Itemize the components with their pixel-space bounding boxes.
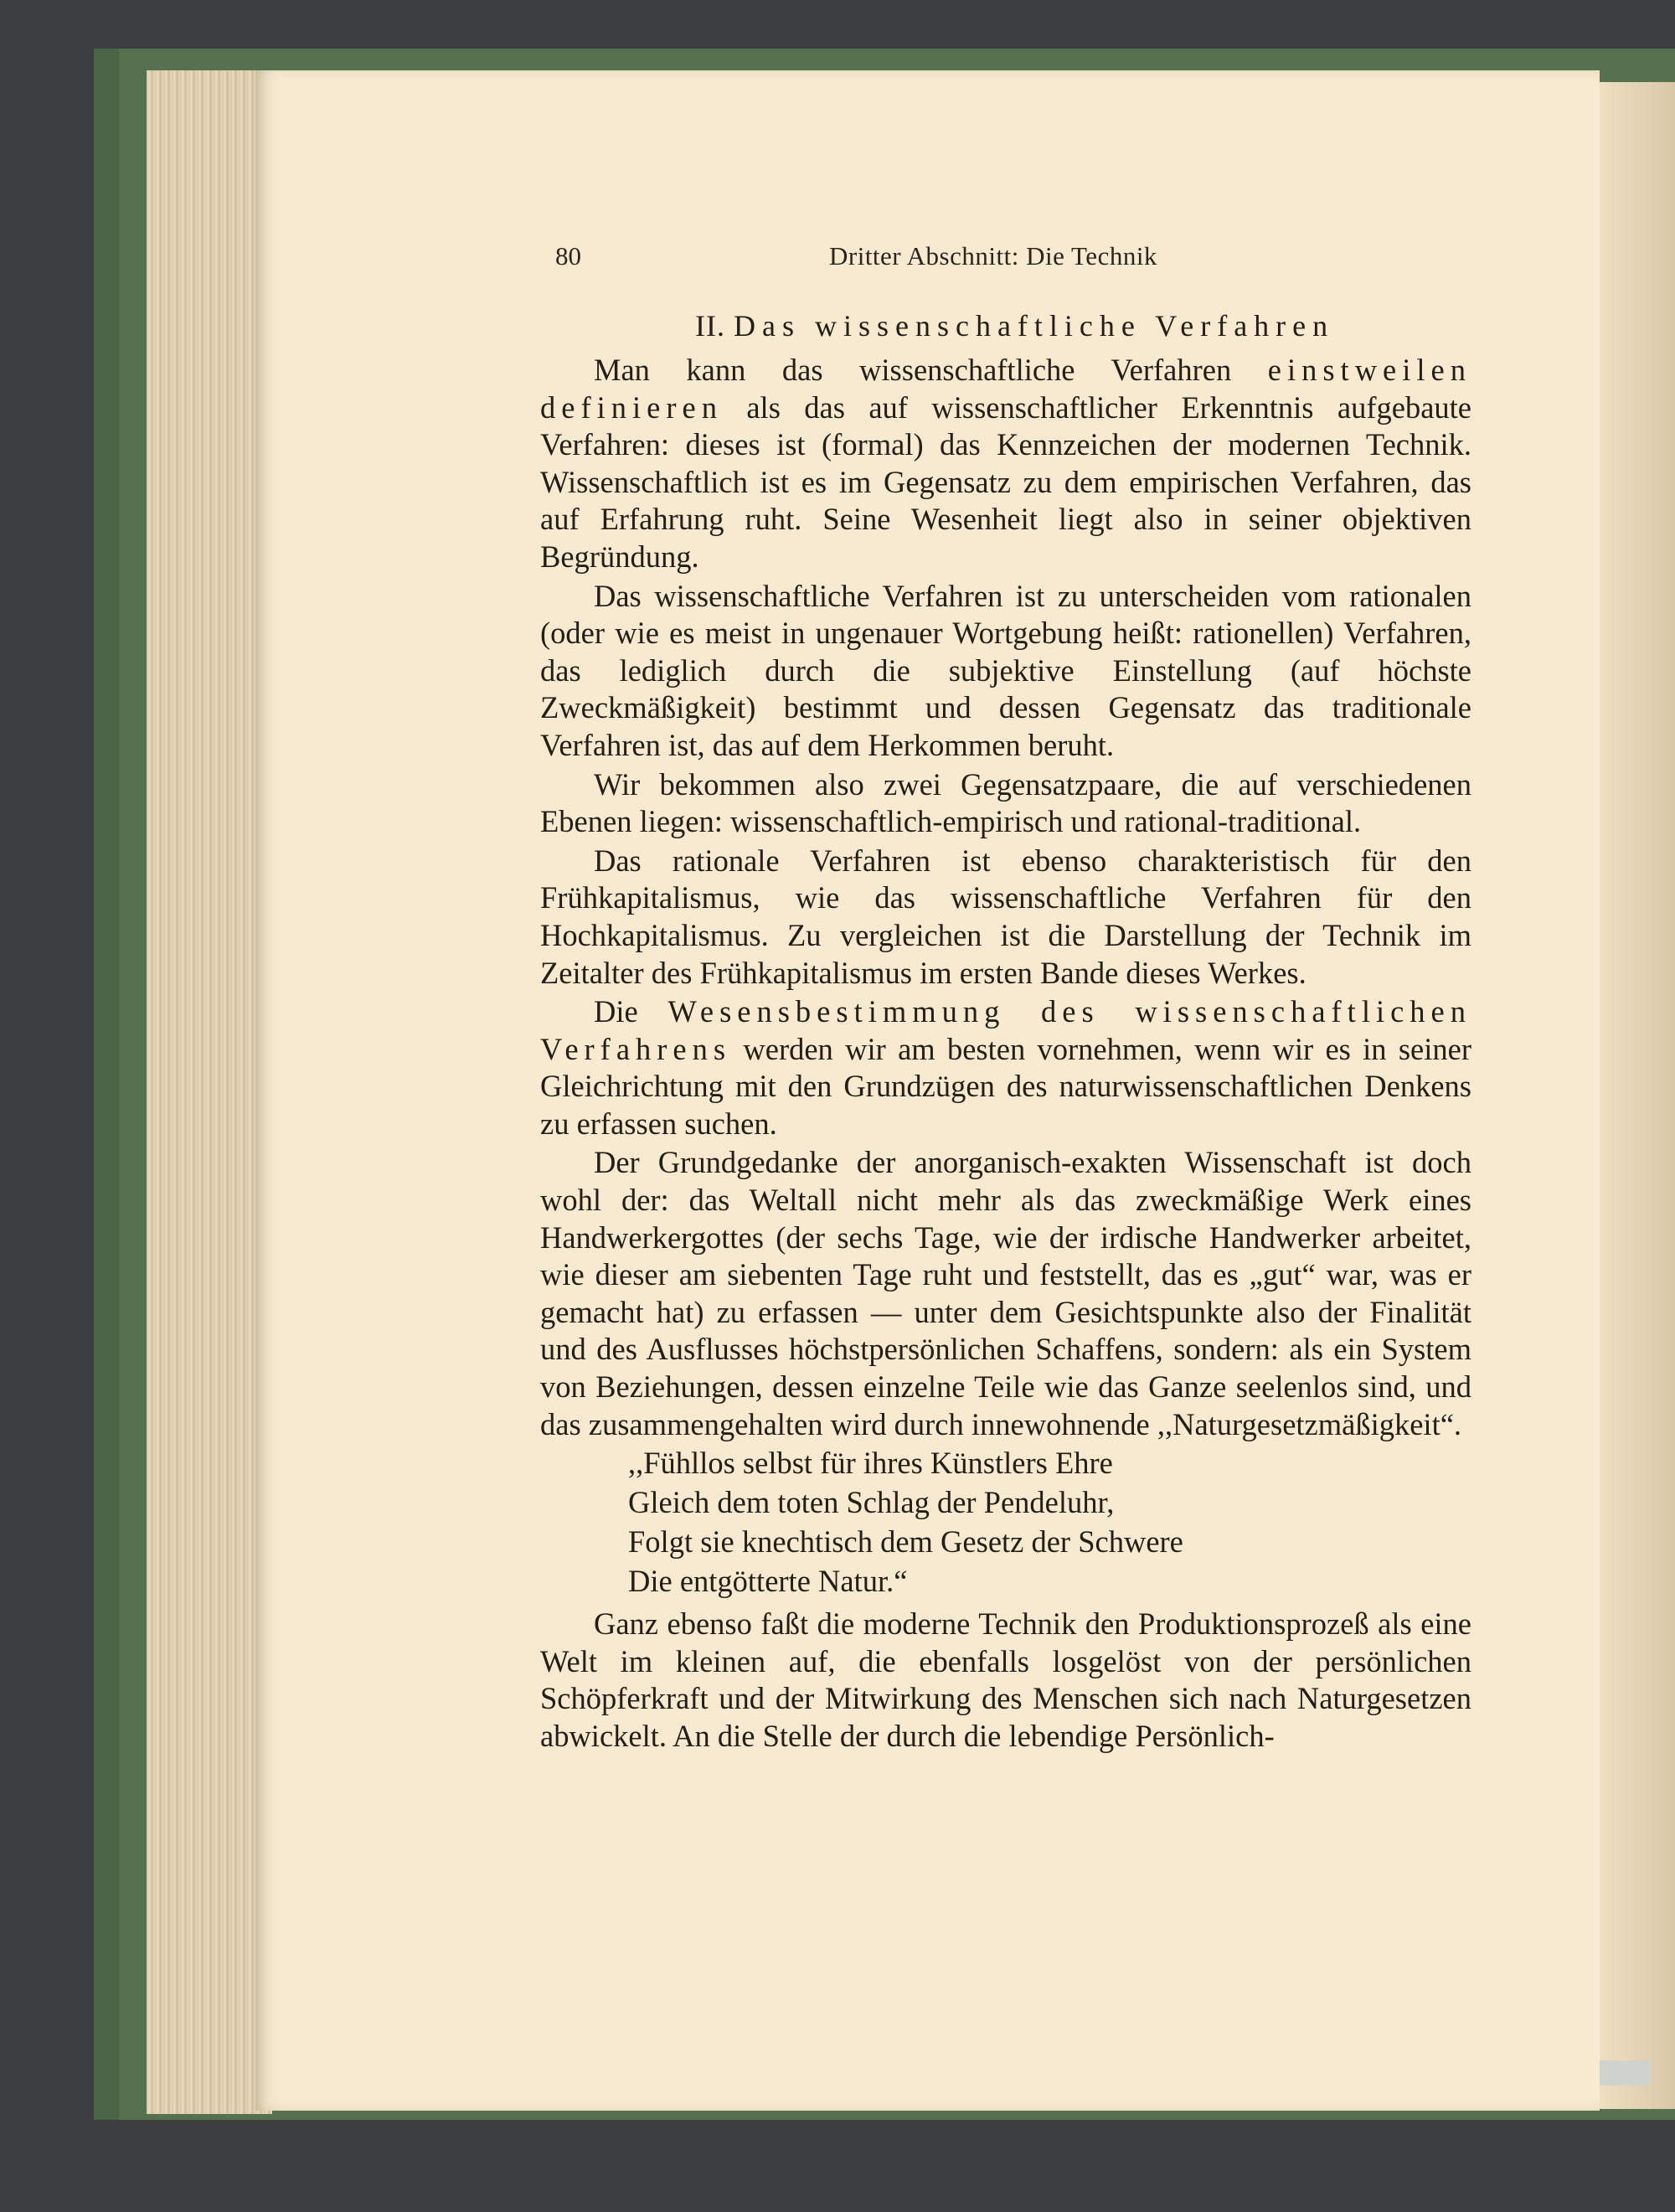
verse-line: Folgt sie knechtisch dem Gesetz der Schwere [628, 1524, 1183, 1560]
paragraph-5-emphasis: Wesensbestimmung des wissenschaftlichen Verfahrens [540, 994, 1472, 1066]
paragraph-5-text-a: Die [594, 994, 668, 1029]
paragraph-3: Wir bekommen also zwei Gegensatzpaare, die auf verschiedenen Ebenen liegen: wissenschaftlich-empirisch und rational-traditional. [540, 766, 1471, 839]
paragraph-1 [540, 352, 1471, 576]
facing-page-edge [1593, 82, 1675, 2109]
running-head: Dritter Abschnitt: Die Technik [829, 241, 1157, 271]
paragraph-4: Das rationale Verfahren ist ebenso charakteristisch für den Frühkapitalismus, wie das wissenschaftliche Verfahren für den Hochkapitalismus. Zu vergleichen ist die Darstellung der Technik im Zeitalter des Frühkapitalismus im ersten Bande dieses Werkes. [540, 843, 1471, 990]
page-stack-edge [147, 70, 272, 2114]
paragraph-1-emphasis: einstweilen definieren [540, 353, 1471, 425]
paragraph-5 [540, 993, 1471, 1142]
paragraph-2: Das wissenschaftliche Verfahren ist zu unterscheiden vom rationalen (oder wie es meist in ungenauer Wortgebung heißt: rationellen) Verfahren, das lediglich durch die subjektive Einstellung (auf höchste Zweckmäßigkeit) bestimmt und dessen Gegensatz das traditionale Verfahren ist, das auf dem Herkommen beruht. [540, 578, 1471, 762]
section-numeral: II. [695, 309, 725, 343]
body-text [540, 352, 1471, 1756]
verse-line: Die entgötterte Natur.“ [628, 1564, 908, 1599]
paragraph-5-text-c: werden wir am besten vornehmen, wenn wir es in seiner Gleichrichtung mit den Grundzügen des naturwissenschaftlichen Denkens zu erfassen suchen. [540, 1031, 1471, 1141]
verse-line: ,,Fühllos selbst für ihres Künstlers Ehre [628, 1446, 1113, 1481]
section-heading [695, 308, 1334, 343]
paragraph-1-text-c: als das auf wissenschaftlicher Erkenntnis aufgebaute Verfahren: dieses ist (formal) das Kennzeichen der modernen Technik. Wissenschaftlich ist es im Gegensatz zu dem empirischen Verfahren, das auf Erfahrung ruht. Seine Wesenheit liegt also in seiner objektiven Begründung. [540, 389, 1471, 574]
verse-line: Gleich dem toten Schlag der Pendeluhr, [628, 1485, 1115, 1520]
paragraph-1-text-a: Man kann das wissenschaftliche Verfahren [594, 353, 1268, 387]
paragraph-6: Der Grundgedanke der anorganisch-exakten Wissenschaft ist doch wohl der: das Weltall nicht mehr als das zweckmäßige Werk eines Handwerkergottes (der sechs Tage, wie der irdische Handwerker arbeitet, wie dieser am siebenten Tage ruht und feststellt, das es „gut“ war, was er gemacht hat) zu erfassen — unter dem Gesichtspunkte also der Finalität und des Ausflusses höchstpersönlichen Schaffens, sondern: als ein System von Beziehungen, dessen einzelne Teile wie das Ganze seelenlos sind, und das zusammengehalten wird durch innewohnende ,,Naturgesetzmäßigkeit“. [540, 1145, 1471, 1441]
book-spine-edge [94, 49, 119, 2120]
paragraph-7: Ganz ebenso faßt die moderne Technik den Produktionsprozeß als eine Welt im kleinen auf, die ebenfalls losgelöst von der persönlichen Schöpferkraft und der Mitwirkung des Menschen sich nach Naturgesetzen abwickelt. An die Stelle der durch die lebendige Persönlich- [540, 1606, 1471, 1753]
page-number: 80 [555, 241, 581, 271]
verse-quote [540, 1443, 1471, 1601]
section-title-text: Das wissenschaftliche Verfahren [733, 309, 1335, 343]
